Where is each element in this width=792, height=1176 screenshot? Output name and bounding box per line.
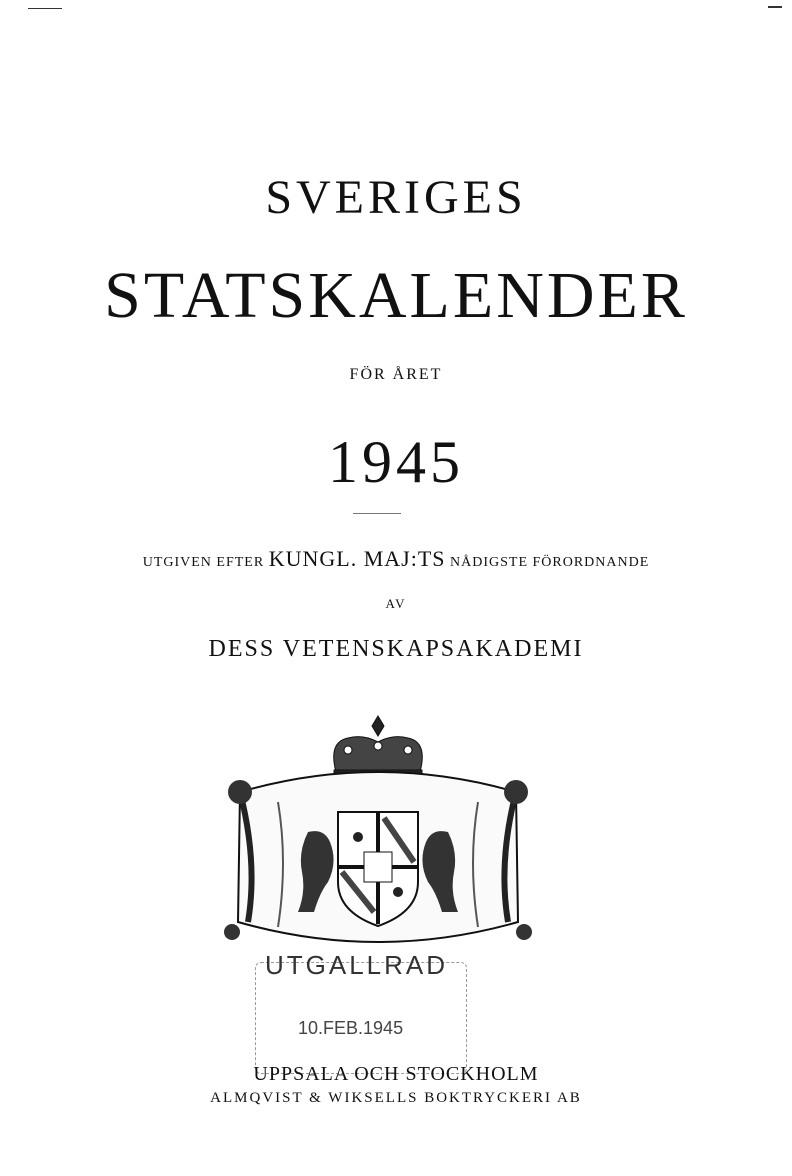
published-under-main: KUNGL. MAJ:TS	[268, 546, 446, 571]
title-line-2: STATSKALENDER	[104, 259, 688, 332]
title-line-1: SVERIGES	[265, 171, 527, 224]
shield-icon	[338, 812, 418, 926]
by-label: AV	[385, 596, 407, 611]
imprint-printer: ALMQVIST & WIKSELLS BOKTRYCKERI AB	[210, 1090, 582, 1106]
royal-coat-of-arms	[218, 712, 538, 962]
published-under	[0, 546, 792, 572]
year: 1945	[328, 429, 464, 495]
for-year-label: FÖR ÅRET	[349, 366, 443, 383]
published-under-suffix: NÅDIGSTE FÖRORDNANDE	[450, 555, 650, 570]
stamp-date: 10.FEB.1945	[298, 1018, 404, 1038]
scan-mark-right	[768, 6, 782, 8]
scan-mark-left	[28, 8, 62, 9]
stamp-text: UTGALLRAD	[265, 950, 449, 980]
publisher: DESS VETENSKAPSAKADEMI	[208, 636, 584, 662]
published-under-prefix: UTGIVEN EFTER	[142, 555, 265, 570]
divider	[353, 513, 401, 514]
imprint-place: UPPSALA OCH STOCKHOLM	[253, 1063, 539, 1085]
